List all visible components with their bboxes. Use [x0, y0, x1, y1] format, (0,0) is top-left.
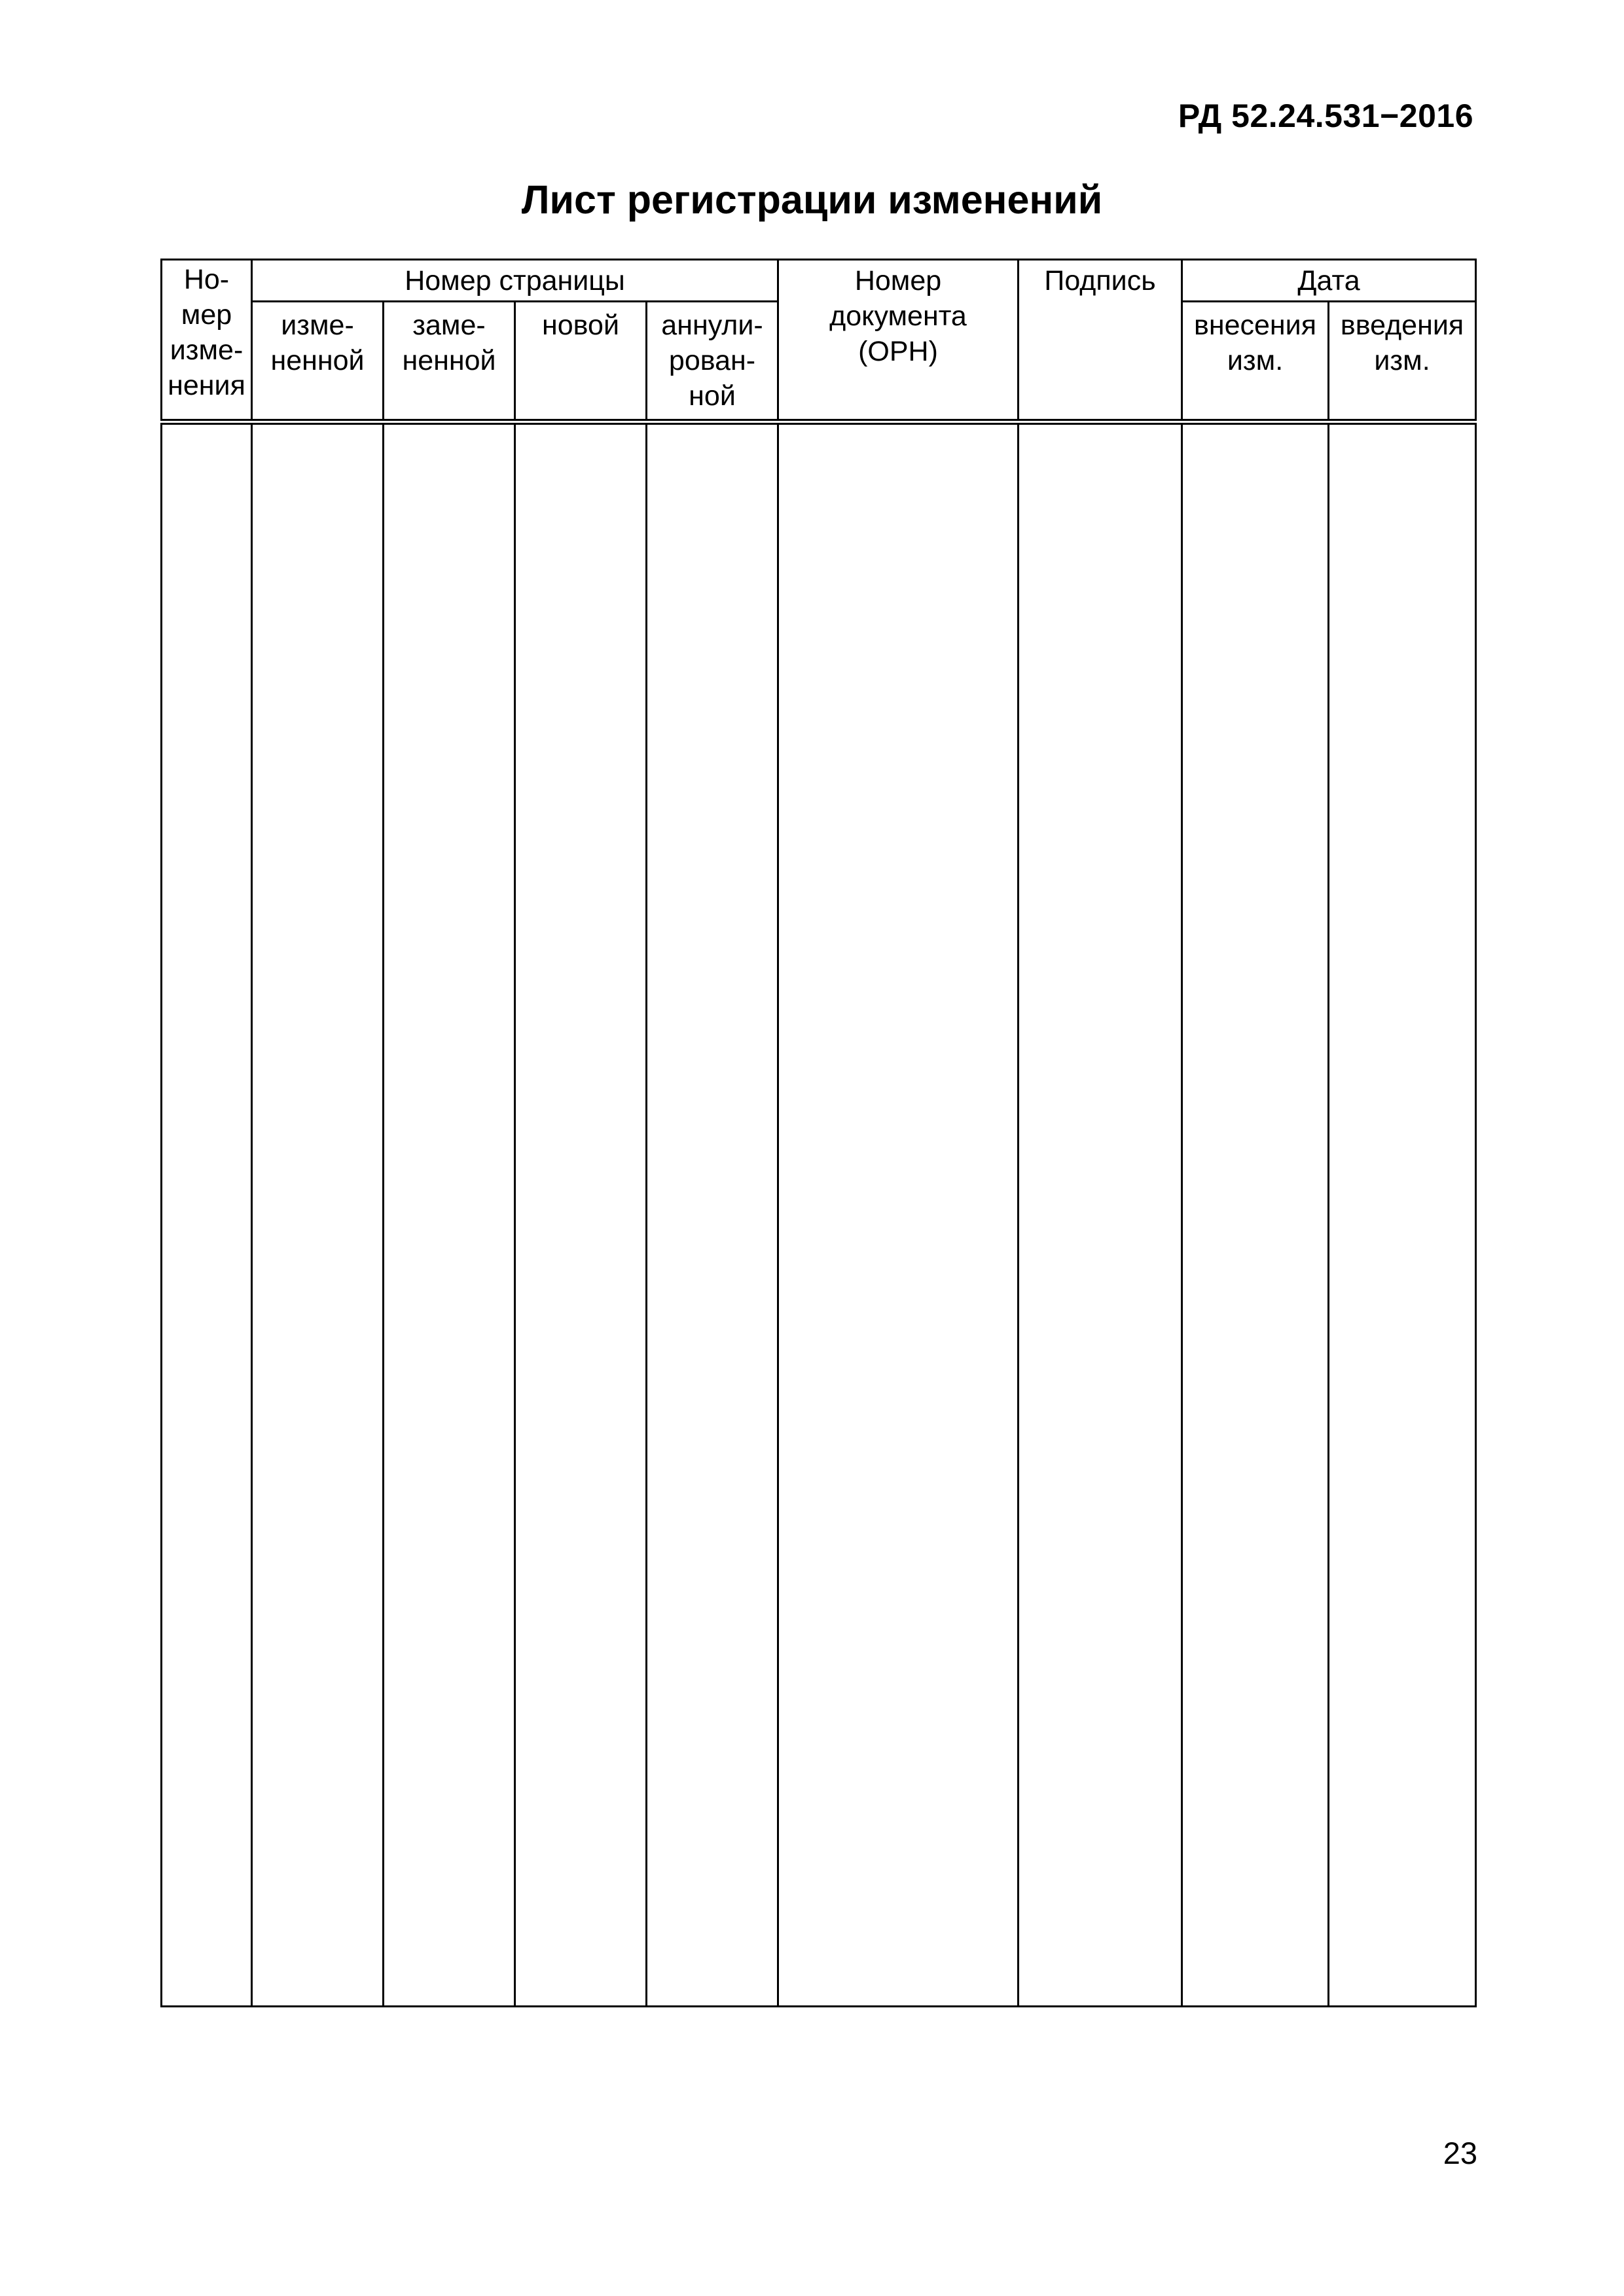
header-page-number-group: Номер страницы [252, 260, 778, 302]
cell-new-page [515, 422, 647, 2007]
cell-cancelled-page [647, 422, 778, 2007]
change-registration-table [160, 259, 1477, 2007]
header-row-1 [162, 260, 1476, 302]
cell-date-entry [1182, 422, 1329, 2007]
cell-document-number [778, 422, 1019, 2007]
header-change-number: Но- мер изме- нения [162, 260, 252, 422]
cell-replaced-page [384, 422, 515, 2007]
cell-date-effective [1329, 422, 1476, 2007]
cell-change-number [162, 422, 252, 2007]
header-date-effective: введения изм. [1329, 302, 1476, 422]
document-code: РД 52.24.531−2016 [1178, 98, 1473, 134]
header-date-entry: внесения изм. [1182, 302, 1329, 422]
page-number: 23 [1443, 2136, 1477, 2170]
header-replaced-page: заме- ненной [384, 302, 515, 422]
cell-changed-page [252, 422, 384, 2007]
header-new-page: новой [515, 302, 647, 422]
page-title: Лист регистрации изменений [521, 177, 1103, 222]
table-row-blank [162, 422, 1476, 2007]
cell-signature [1019, 422, 1182, 2007]
header-changed-page: изме- ненной [252, 302, 384, 422]
header-cancelled-page: аннули- рован- ной [647, 302, 778, 422]
header-document-number: Номер документа (ОРН) [778, 260, 1019, 422]
header-signature: Подпись [1019, 260, 1182, 422]
header-date-group: Дата [1182, 260, 1476, 302]
